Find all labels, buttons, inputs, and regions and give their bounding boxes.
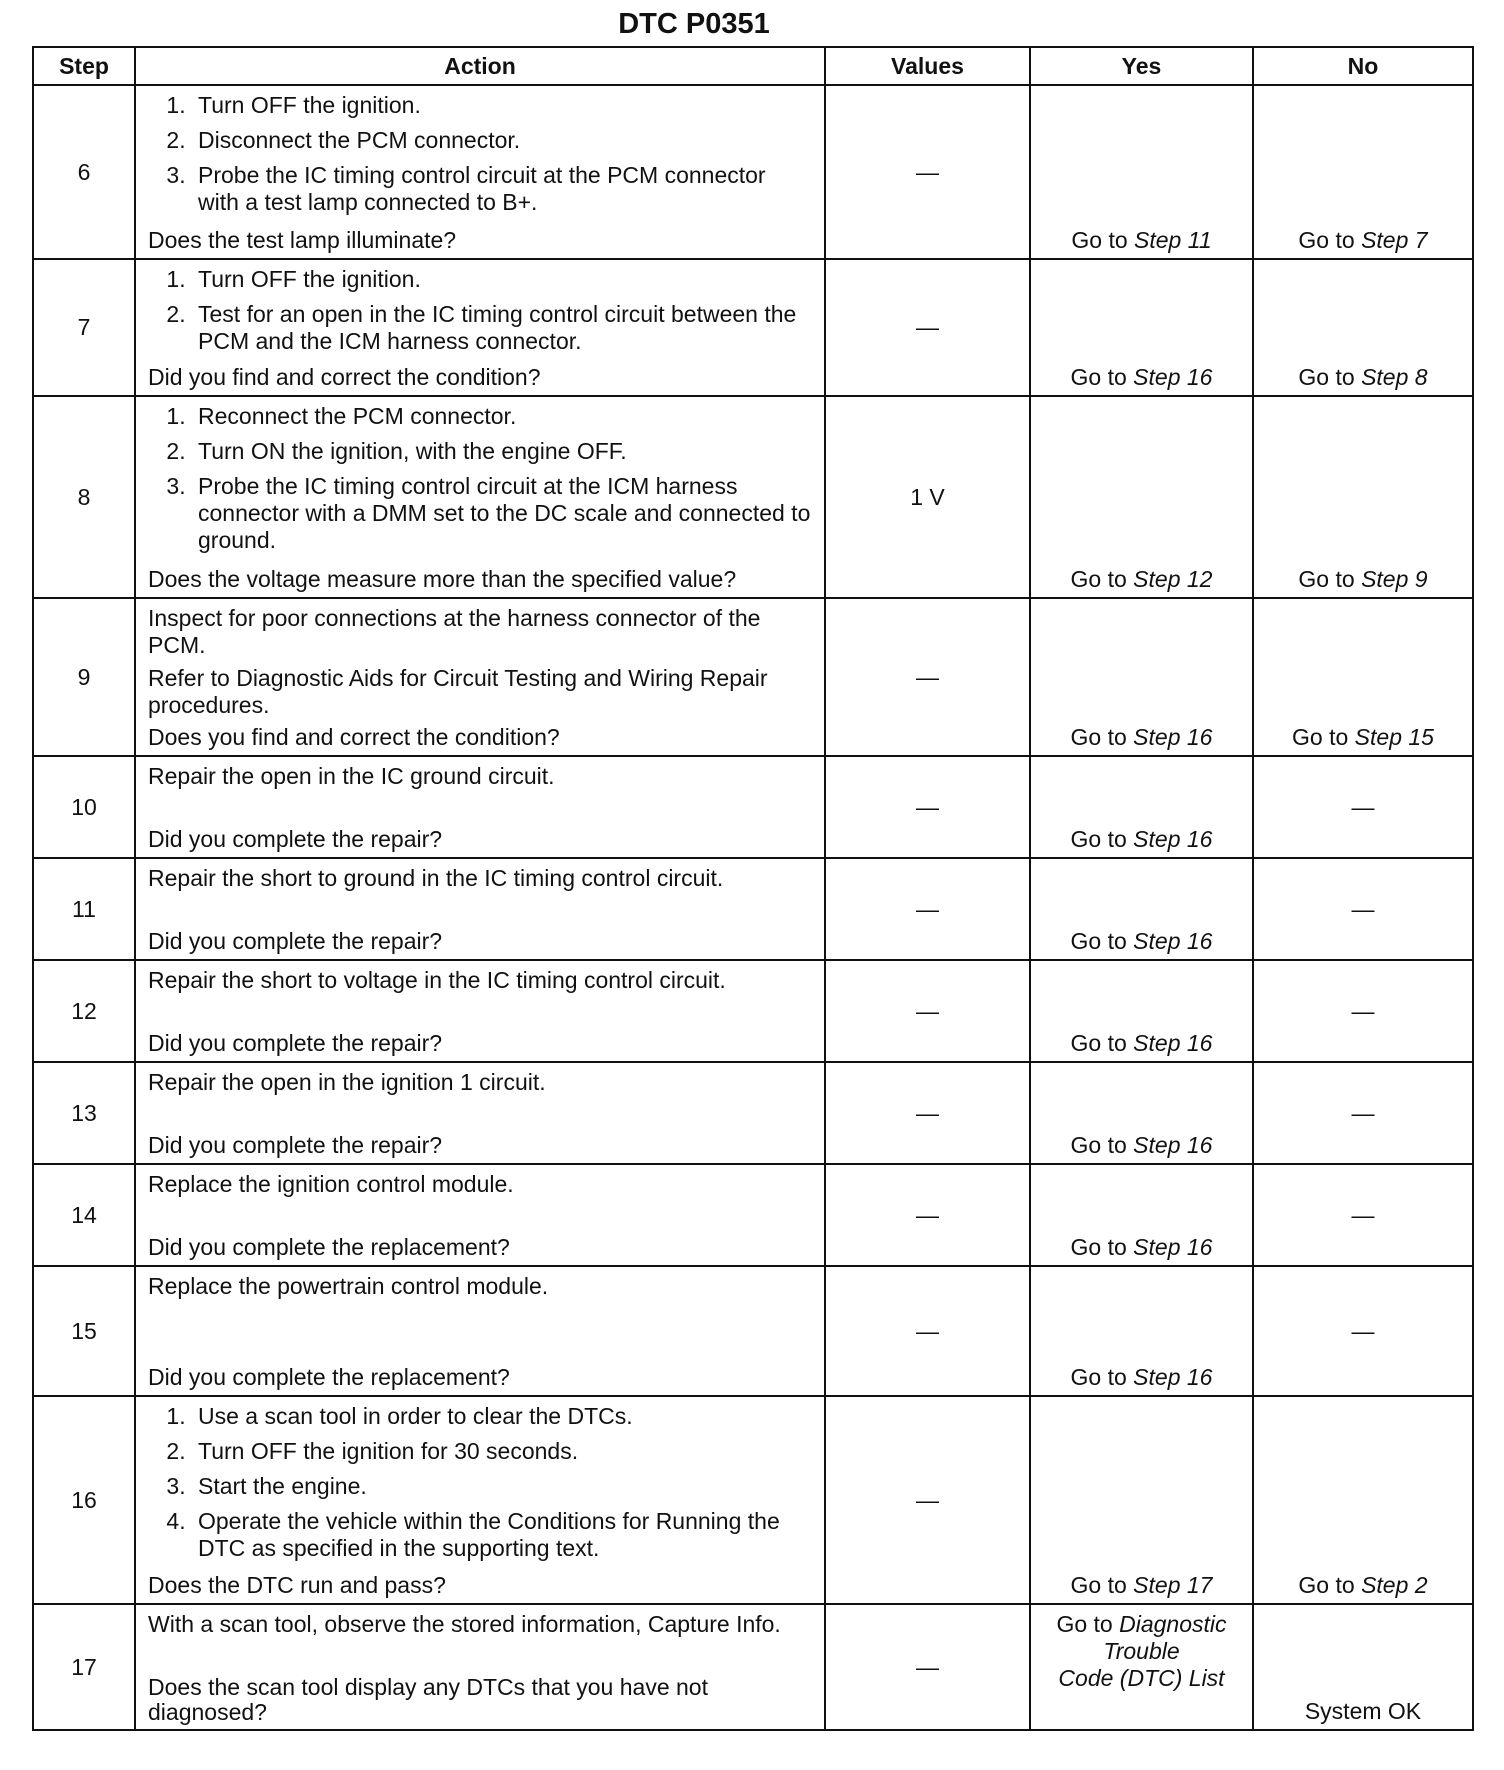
- table-row: [33, 960, 1473, 1062]
- values-cell: —: [825, 1396, 1030, 1604]
- step-number: 11: [33, 858, 135, 960]
- no-cell: Go to Step 7: [1253, 85, 1473, 259]
- values-cell: —: [825, 858, 1030, 960]
- action-list: [148, 92, 812, 216]
- action-cell: [135, 756, 825, 858]
- page-title: DTC P0351: [618, 8, 770, 40]
- step-number: 13: [33, 1062, 135, 1164]
- no-cell: Go to Step 9: [1253, 396, 1473, 598]
- values-cell: —: [825, 85, 1030, 259]
- action-item: 1. Reconnect the PCM connector.: [192, 403, 812, 430]
- action-text: Replace the ignition control module.: [148, 1171, 514, 1197]
- action-text: With a scan tool, observe the stored information, Capture Info.: [148, 1611, 781, 1637]
- yes-step-link[interactable]: Step 16: [1133, 364, 1213, 390]
- yes-cell: Go to Step 11: [1030, 85, 1253, 259]
- step-number: 14: [33, 1164, 135, 1266]
- action-text: Repair the open in the ignition 1 circuit.: [148, 1069, 546, 1095]
- yes-step-link[interactable]: Step 16: [1133, 1030, 1213, 1056]
- table-row: [33, 1396, 1473, 1604]
- yes-cell: Go to Diagnostic Trouble Code (DTC) List: [1030, 1604, 1253, 1730]
- yes-step-link[interactable]: Step 16: [1133, 826, 1213, 852]
- action-question: Did you complete the repair?: [148, 928, 443, 954]
- yes-cell: Go to Step 16: [1030, 1062, 1253, 1164]
- table-row: [33, 1164, 1473, 1266]
- yes-step-link[interactable]: Step 16: [1133, 1132, 1213, 1158]
- table-row: [33, 1604, 1473, 1730]
- table-row: [33, 756, 1473, 858]
- table-row: [33, 598, 1473, 756]
- no-cell: Go to Step 15: [1253, 598, 1473, 756]
- dtc-list-link[interactable]: Trouble: [1103, 1638, 1180, 1664]
- step-number: 9: [33, 598, 135, 756]
- values-cell: —: [825, 756, 1030, 858]
- no-step-link[interactable]: Step 8: [1361, 364, 1428, 390]
- header-no: No: [1253, 47, 1473, 85]
- action-item: 4. Operate the vehicle within the Conditions for Running the DTC as specified in the supporting text.: [192, 1508, 812, 1562]
- action-item: 2. Test for an open in the IC timing control circuit between the PCM and the ICM harness connector.: [192, 301, 812, 355]
- action-cell: [135, 1062, 825, 1164]
- yes-cell: Go to Step 16: [1030, 756, 1253, 858]
- no-cell: System OK: [1253, 1604, 1473, 1730]
- yes-cell: Go to Step 16: [1030, 858, 1253, 960]
- yes-step-link[interactable]: Step 16: [1133, 1364, 1213, 1390]
- action-question: Did you complete the repair?: [148, 1132, 443, 1158]
- action-cell: [135, 1266, 825, 1396]
- action-item: 3. Start the engine.: [192, 1473, 812, 1500]
- yes-step-link[interactable]: Step 12: [1133, 566, 1213, 592]
- header-values: Values: [825, 47, 1030, 85]
- no-cell: —: [1253, 1062, 1473, 1164]
- action-question: Does the DTC run and pass?: [148, 1572, 446, 1598]
- yes-step-link[interactable]: Step 11: [1134, 227, 1212, 253]
- table-row: [33, 858, 1473, 960]
- action-cell: [135, 1396, 825, 1604]
- yes-cell: Go to Step 17: [1030, 1396, 1253, 1604]
- values-cell: —: [825, 1164, 1030, 1266]
- values-cell: —: [825, 1062, 1030, 1164]
- table-row: [33, 259, 1473, 396]
- header-row: [33, 47, 1473, 85]
- action-question: Did you find and correct the condition?: [148, 364, 541, 390]
- step-number: 6: [33, 85, 135, 259]
- no-cell: Go to Step 8: [1253, 259, 1473, 396]
- values-cell: —: [825, 598, 1030, 756]
- action-list: [148, 1403, 812, 1562]
- action-text: Refer to Diagnostic Aids for Circuit Testing and Wiring Repair procedures.: [148, 665, 768, 718]
- no-step-link[interactable]: Step 9: [1361, 566, 1428, 592]
- no-cell: —: [1253, 1266, 1473, 1396]
- step-number: 16: [33, 1396, 135, 1604]
- action-cell: [135, 1604, 825, 1730]
- step-number: 7: [33, 259, 135, 396]
- action-item: 3. Probe the IC timing control circuit at the ICM harness connector with a DMM set to the DC scale and connected to ground.: [192, 473, 812, 554]
- step-number: 8: [33, 396, 135, 598]
- yes-cell: Go to Step 12: [1030, 396, 1253, 598]
- action-item: 2. Disconnect the PCM connector.: [192, 127, 812, 154]
- table-row: [33, 396, 1473, 598]
- yes-cell: Go to Step 16: [1030, 960, 1253, 1062]
- action-cell: [135, 85, 825, 259]
- action-question: Does the scan tool display any DTCs that you have not diagnosed?: [148, 1674, 708, 1725]
- action-cell: [135, 598, 825, 756]
- values-cell: 1 V: [825, 396, 1030, 598]
- dtc-table: [32, 46, 1474, 1731]
- yes-cell: Go to Step 16: [1030, 1164, 1253, 1266]
- header-action: Action: [135, 47, 825, 85]
- no-cell: Go to Step 2: [1253, 1396, 1473, 1604]
- table-row: [33, 1062, 1473, 1164]
- yes-cell: Go to Step 16: [1030, 1266, 1253, 1396]
- no-step-link[interactable]: Step 2: [1361, 1572, 1428, 1598]
- action-item: 2. Turn ON the ignition, with the engine OFF.: [192, 438, 812, 465]
- action-question: Does the test lamp illuminate?: [148, 227, 457, 253]
- action-cell: [135, 858, 825, 960]
- no-step-link[interactable]: Step 7: [1361, 227, 1428, 253]
- values-cell: —: [825, 1604, 1030, 1730]
- action-question: Did you complete the repair?: [148, 1030, 443, 1056]
- action-list: [148, 266, 812, 355]
- action-question: Does you find and correct the condition?: [148, 724, 560, 750]
- yes-step-link[interactable]: Step 17: [1133, 1572, 1213, 1598]
- action-question: Did you complete the repair?: [148, 826, 443, 852]
- step-number: 15: [33, 1266, 135, 1396]
- yes-step-link[interactable]: Step 16: [1133, 1234, 1213, 1260]
- table-row: [33, 1266, 1473, 1396]
- values-cell: —: [825, 960, 1030, 1062]
- action-text: Repair the open in the IC ground circuit.: [148, 763, 555, 789]
- header-yes: Yes: [1030, 47, 1253, 85]
- action-item: 3. Probe the IC timing control circuit at the PCM connector with a test lamp connected to B+.: [192, 162, 812, 216]
- action-text: Repair the short to ground in the IC timing control circuit.: [148, 865, 724, 891]
- action-list: [148, 403, 812, 554]
- step-number: 10: [33, 756, 135, 858]
- action-question: Did you complete the replacement?: [148, 1364, 510, 1390]
- action-text: Replace the powertrain control module.: [148, 1273, 549, 1299]
- action-item: 1. Turn OFF the ignition.: [192, 266, 812, 293]
- no-cell: —: [1253, 1164, 1473, 1266]
- step-number: 12: [33, 960, 135, 1062]
- action-question: Did you complete the replacement?: [148, 1234, 510, 1260]
- yes-step-link[interactable]: Step 16: [1133, 724, 1213, 750]
- yes-step-link[interactable]: Step 16: [1133, 928, 1213, 954]
- action-cell: [135, 1164, 825, 1266]
- dtc-list-link[interactable]: Diagnostic: [1119, 1611, 1227, 1637]
- no-step-link[interactable]: Step 15: [1354, 724, 1434, 750]
- step-number: 17: [33, 1604, 135, 1730]
- action-question: Does the voltage measure more than the specified value?: [148, 566, 737, 592]
- action-text: Inspect for poor connections at the harness connector of the PCM.: [148, 605, 761, 658]
- no-cell: —: [1253, 960, 1473, 1062]
- no-cell: —: [1253, 756, 1473, 858]
- action-item: 2. Turn OFF the ignition for 30 seconds.: [192, 1438, 812, 1465]
- action-item: 1. Use a scan tool in order to clear the DTCs.: [192, 1403, 812, 1430]
- values-cell: —: [825, 1266, 1030, 1396]
- table-row: [33, 85, 1473, 259]
- header-step: Step: [33, 47, 135, 85]
- action-cell: [135, 396, 825, 598]
- dtc-list-link[interactable]: Code (DTC) List: [1058, 1665, 1225, 1691]
- no-cell: —: [1253, 858, 1473, 960]
- yes-cell: Go to Step 16: [1030, 259, 1253, 396]
- action-item: 1. Turn OFF the ignition.: [192, 92, 812, 119]
- action-cell: [135, 259, 825, 396]
- action-cell: [135, 960, 825, 1062]
- yes-cell: Go to Step 16: [1030, 598, 1253, 756]
- values-cell: —: [825, 259, 1030, 396]
- action-text: Repair the short to voltage in the IC timing control circuit.: [148, 967, 726, 993]
